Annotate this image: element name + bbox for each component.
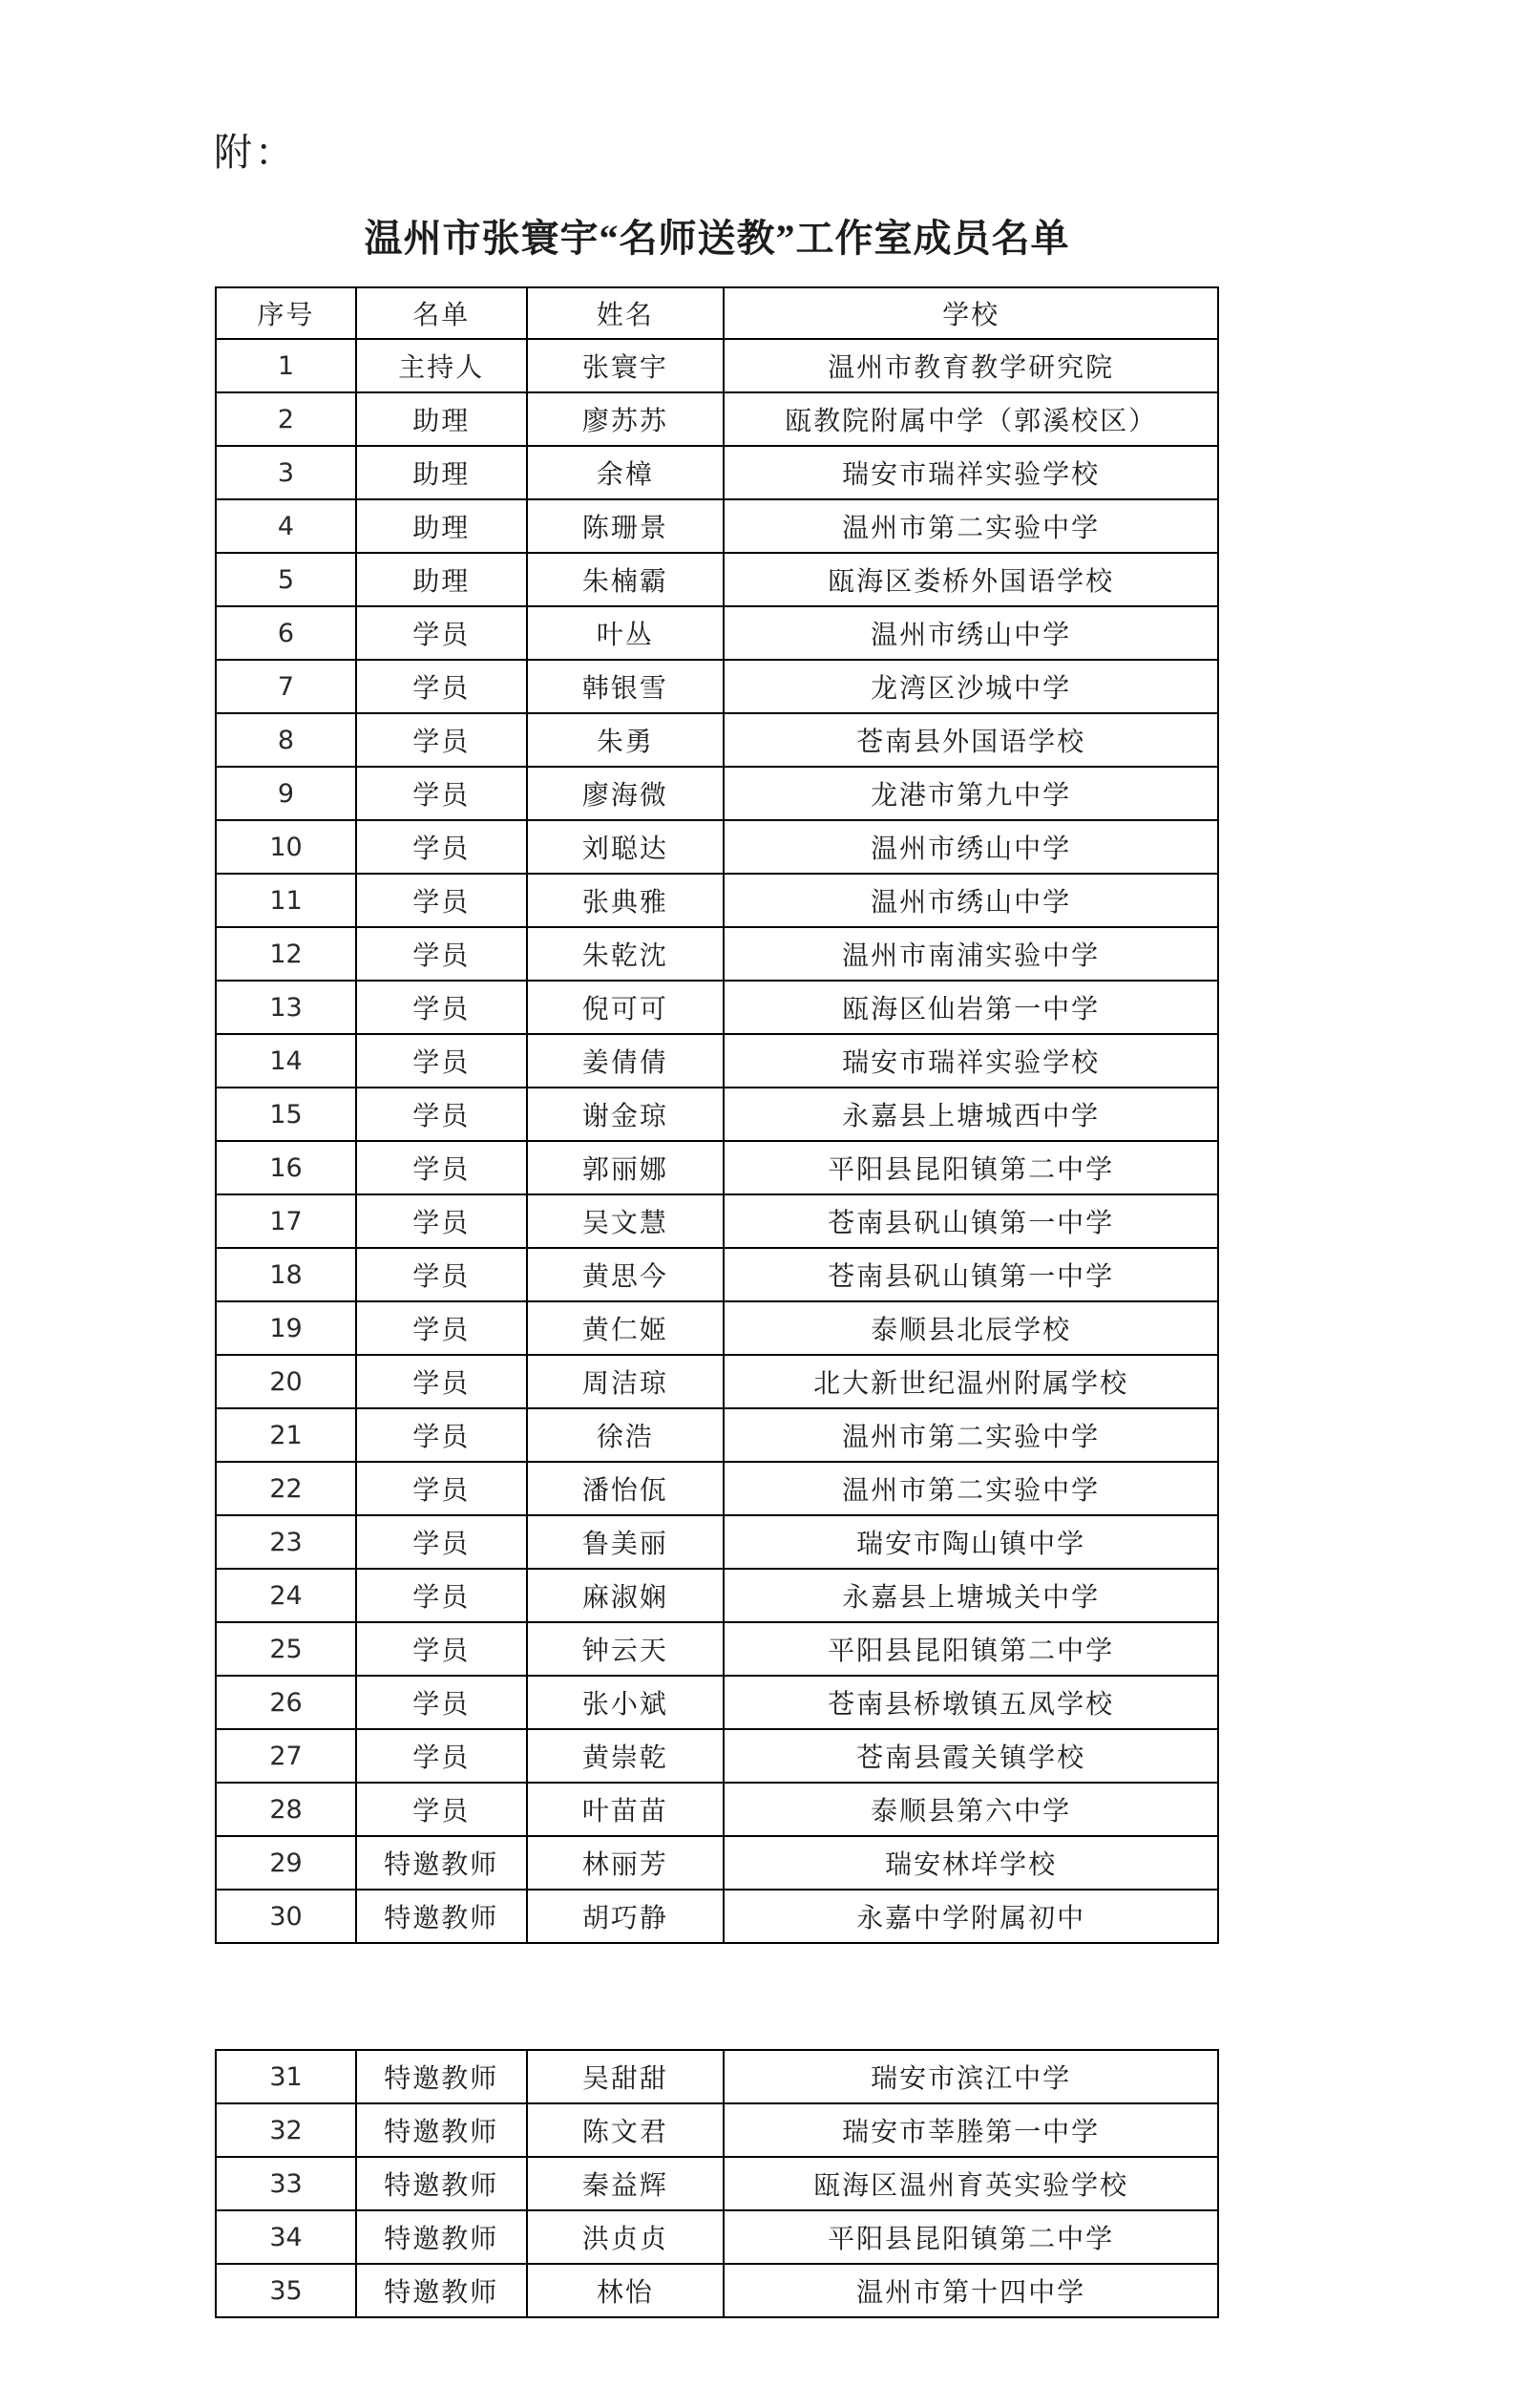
school-cell: 瑞安市莘塍第一中学 <box>724 2103 1218 2157</box>
role-cell: 学员 <box>356 1088 527 1141</box>
role-cell: 特邀教师 <box>356 2103 527 2157</box>
school-cell: 瑞安林垟学校 <box>724 1836 1218 1890</box>
school-cell: 瓯教院附属中学（郭溪校区） <box>724 392 1218 446</box>
row-number-cell: 34 <box>216 2210 356 2264</box>
school-cell: 平阳县昆阳镇第二中学 <box>724 1622 1218 1676</box>
name-cell: 潘怡佤 <box>527 1462 725 1515</box>
role-cell: 特邀教师 <box>356 2050 527 2103</box>
role-cell: 特邀教师 <box>356 2157 527 2210</box>
school-cell: 永嘉县上塘城关中学 <box>724 1569 1218 1622</box>
name-cell: 余樟 <box>527 446 725 499</box>
col-header-school: 学校 <box>724 287 1218 339</box>
role-cell: 学员 <box>356 713 527 767</box>
school-cell: 温州市教育教学研究院 <box>724 339 1218 392</box>
table-row <box>216 1034 1218 1088</box>
name-cell: 叶丛 <box>527 606 725 660</box>
row-number-cell: 5 <box>216 553 356 606</box>
row-number-cell: 32 <box>216 2103 356 2157</box>
role-cell: 学员 <box>356 927 527 981</box>
table-row <box>216 820 1218 874</box>
table-row <box>216 713 1218 767</box>
name-cell: 朱勇 <box>527 713 725 767</box>
name-cell: 徐浩 <box>527 1408 725 1462</box>
name-cell: 张寰宇 <box>527 339 725 392</box>
table-row <box>216 2264 1218 2317</box>
table-row <box>216 1248 1218 1301</box>
table-row <box>216 606 1218 660</box>
col-header-role: 名单 <box>356 287 527 339</box>
table-row <box>216 1890 1218 1943</box>
school-cell: 温州市第二实验中学 <box>724 499 1218 553</box>
school-cell: 瑞安市瑞祥实验学校 <box>724 446 1218 499</box>
school-cell: 苍南县矾山镇第一中学 <box>724 1248 1218 1301</box>
role-cell: 学员 <box>356 606 527 660</box>
role-cell: 特邀教师 <box>356 1836 527 1890</box>
table-row <box>216 553 1218 606</box>
role-cell: 助理 <box>356 553 527 606</box>
name-cell: 陈珊景 <box>527 499 725 553</box>
table-row <box>216 1515 1218 1569</box>
name-cell: 鲁美丽 <box>527 1515 725 1569</box>
school-cell: 苍南县桥墩镇五凤学校 <box>724 1676 1218 1729</box>
role-cell: 主持人 <box>356 339 527 392</box>
school-cell: 北大新世纪温州附属学校 <box>724 1355 1218 1408</box>
table-row <box>216 1783 1218 1836</box>
role-cell: 学员 <box>356 1355 527 1408</box>
attachment-label: 附： <box>214 131 296 174</box>
name-cell: 林怡 <box>527 2264 725 2317</box>
row-number-cell: 16 <box>216 1141 356 1194</box>
name-cell: 叶苗苗 <box>527 1783 725 1836</box>
row-number-cell: 29 <box>216 1836 356 1890</box>
row-number-cell: 22 <box>216 1462 356 1515</box>
row-number-cell: 33 <box>216 2157 356 2210</box>
role-cell: 特邀教师 <box>356 1890 527 1943</box>
table-row <box>216 1836 1218 1890</box>
table-row <box>216 1729 1218 1783</box>
table-row <box>216 927 1218 981</box>
school-cell: 瓯海区温州育英实验学校 <box>724 2157 1218 2210</box>
role-cell: 学员 <box>356 1248 527 1301</box>
row-number-cell: 26 <box>216 1676 356 1729</box>
row-number-cell: 12 <box>216 927 356 981</box>
table-row <box>216 1141 1218 1194</box>
member-table-continued <box>215 2049 1219 2318</box>
row-number-cell: 13 <box>216 981 356 1034</box>
table-row <box>216 874 1218 927</box>
name-cell: 麻淑娴 <box>527 1569 725 1622</box>
name-cell: 秦益辉 <box>527 2157 725 2210</box>
row-number-cell: 24 <box>216 1569 356 1622</box>
school-cell: 苍南县霞关镇学校 <box>724 1729 1218 1783</box>
name-cell: 韩银雪 <box>527 660 725 713</box>
row-number-cell: 25 <box>216 1622 356 1676</box>
col-header-index: 序号 <box>216 287 356 339</box>
name-cell: 姜倩倩 <box>527 1034 725 1088</box>
col-header-name: 姓名 <box>527 287 725 339</box>
school-cell: 苍南县矾山镇第一中学 <box>724 1194 1218 1248</box>
school-cell: 泰顺县北辰学校 <box>724 1301 1218 1355</box>
name-cell: 朱乾沈 <box>527 927 725 981</box>
row-number-cell: 10 <box>216 820 356 874</box>
name-cell: 陈文君 <box>527 2103 725 2157</box>
role-cell: 学员 <box>356 1569 527 1622</box>
name-cell: 廖苏苏 <box>527 392 725 446</box>
table-row <box>216 2210 1218 2264</box>
row-number-cell: 20 <box>216 1355 356 1408</box>
table-row <box>216 2103 1218 2157</box>
table-row <box>216 2157 1218 2210</box>
school-cell: 龙湾区沙城中学 <box>724 660 1218 713</box>
school-cell: 温州市第十四中学 <box>724 2264 1218 2317</box>
name-cell: 黄思今 <box>527 1248 725 1301</box>
school-cell: 龙港市第九中学 <box>724 767 1218 820</box>
name-cell: 廖海微 <box>527 767 725 820</box>
name-cell: 胡巧静 <box>527 1890 725 1943</box>
row-number-cell: 1 <box>216 339 356 392</box>
table-row <box>216 1676 1218 1729</box>
row-number-cell: 23 <box>216 1515 356 1569</box>
name-cell: 洪贞贞 <box>527 2210 725 2264</box>
role-cell: 助理 <box>356 392 527 446</box>
role-cell: 学员 <box>356 1729 527 1783</box>
name-cell: 周洁琼 <box>527 1355 725 1408</box>
name-cell: 谢金琼 <box>527 1088 725 1141</box>
name-cell: 郭丽娜 <box>527 1141 725 1194</box>
name-cell: 张典雅 <box>527 874 725 927</box>
row-number-cell: 15 <box>216 1088 356 1141</box>
name-cell: 黄崇乾 <box>527 1729 725 1783</box>
row-number-cell: 21 <box>216 1408 356 1462</box>
table-header-row <box>216 287 1218 339</box>
school-cell: 泰顺县第六中学 <box>724 1783 1218 1836</box>
role-cell: 学员 <box>356 1622 527 1676</box>
row-number-cell: 17 <box>216 1194 356 1248</box>
school-cell: 平阳县昆阳镇第二中学 <box>724 2210 1218 2264</box>
row-number-cell: 31 <box>216 2050 356 2103</box>
table-row <box>216 1194 1218 1248</box>
role-cell: 学员 <box>356 1141 527 1194</box>
school-cell: 温州市南浦实验中学 <box>724 927 1218 981</box>
member-table-main <box>215 286 1219 1944</box>
role-cell: 助理 <box>356 446 527 499</box>
row-number-cell: 18 <box>216 1248 356 1301</box>
name-cell: 吴甜甜 <box>527 2050 725 2103</box>
table-row <box>216 499 1218 553</box>
role-cell: 学员 <box>356 1783 527 1836</box>
school-cell: 平阳县昆阳镇第二中学 <box>724 1141 1218 1194</box>
school-cell: 永嘉县上塘城西中学 <box>724 1088 1218 1141</box>
role-cell: 学员 <box>356 1462 527 1515</box>
name-cell: 吴文慧 <box>527 1194 725 1248</box>
role-cell: 特邀教师 <box>356 2264 527 2317</box>
school-cell: 瑞安市陶山镇中学 <box>724 1515 1218 1569</box>
school-cell: 温州市第二实验中学 <box>724 1462 1218 1515</box>
school-cell: 温州市绣山中学 <box>724 606 1218 660</box>
role-cell: 学员 <box>356 820 527 874</box>
table-row <box>216 1569 1218 1622</box>
table-row <box>216 1088 1218 1141</box>
school-cell: 温州市绣山中学 <box>724 874 1218 927</box>
role-cell: 学员 <box>356 1194 527 1248</box>
role-cell: 学员 <box>356 1676 527 1729</box>
role-cell: 学员 <box>356 1301 527 1355</box>
table-row <box>216 660 1218 713</box>
role-cell: 学员 <box>356 767 527 820</box>
row-number-cell: 19 <box>216 1301 356 1355</box>
table-row <box>216 446 1218 499</box>
row-number-cell: 11 <box>216 874 356 927</box>
role-cell: 学员 <box>356 874 527 927</box>
row-number-cell: 30 <box>216 1890 356 1943</box>
row-number-cell: 9 <box>216 767 356 820</box>
school-cell: 温州市绣山中学 <box>724 820 1218 874</box>
row-number-cell: 14 <box>216 1034 356 1088</box>
role-cell: 特邀教师 <box>356 2210 527 2264</box>
table-row <box>216 1622 1218 1676</box>
row-number-cell: 27 <box>216 1729 356 1783</box>
name-cell: 黄仁姬 <box>527 1301 725 1355</box>
school-cell: 瓯海区仙岩第一中学 <box>724 981 1218 1034</box>
row-number-cell: 4 <box>216 499 356 553</box>
row-number-cell: 2 <box>216 392 356 446</box>
name-cell: 刘聪达 <box>527 820 725 874</box>
table-row <box>216 767 1218 820</box>
role-cell: 学员 <box>356 981 527 1034</box>
role-cell: 学员 <box>356 1034 527 1088</box>
table-row <box>216 392 1218 446</box>
table-row <box>216 2050 1218 2103</box>
school-cell: 瑞安市瑞祥实验学校 <box>724 1034 1218 1088</box>
name-cell: 林丽芳 <box>527 1836 725 1890</box>
table-row <box>216 1355 1218 1408</box>
row-number-cell: 3 <box>216 446 356 499</box>
table-row <box>216 1462 1218 1515</box>
row-number-cell: 28 <box>216 1783 356 1836</box>
school-cell: 瑞安市滨江中学 <box>724 2050 1218 2103</box>
school-cell: 永嘉中学附属初中 <box>724 1890 1218 1943</box>
row-number-cell: 8 <box>216 713 356 767</box>
page-title: 温州市张寰宇“名师送教”工作室成员名单 <box>364 217 1070 260</box>
table-row <box>216 339 1218 392</box>
school-cell: 苍南县外国语学校 <box>724 713 1218 767</box>
role-cell: 学员 <box>356 1408 527 1462</box>
name-cell: 钟云天 <box>527 1622 725 1676</box>
table-row <box>216 1301 1218 1355</box>
name-cell: 朱楠霸 <box>527 553 725 606</box>
row-number-cell: 6 <box>216 606 356 660</box>
name-cell: 张小斌 <box>527 1676 725 1729</box>
row-number-cell: 35 <box>216 2264 356 2317</box>
role-cell: 学员 <box>356 1515 527 1569</box>
role-cell: 学员 <box>356 660 527 713</box>
row-number-cell: 7 <box>216 660 356 713</box>
role-cell: 助理 <box>356 499 527 553</box>
school-cell: 温州市第二实验中学 <box>724 1408 1218 1462</box>
school-cell: 瓯海区娄桥外国语学校 <box>724 553 1218 606</box>
table-row <box>216 981 1218 1034</box>
table-row <box>216 1408 1218 1462</box>
name-cell: 倪可可 <box>527 981 725 1034</box>
